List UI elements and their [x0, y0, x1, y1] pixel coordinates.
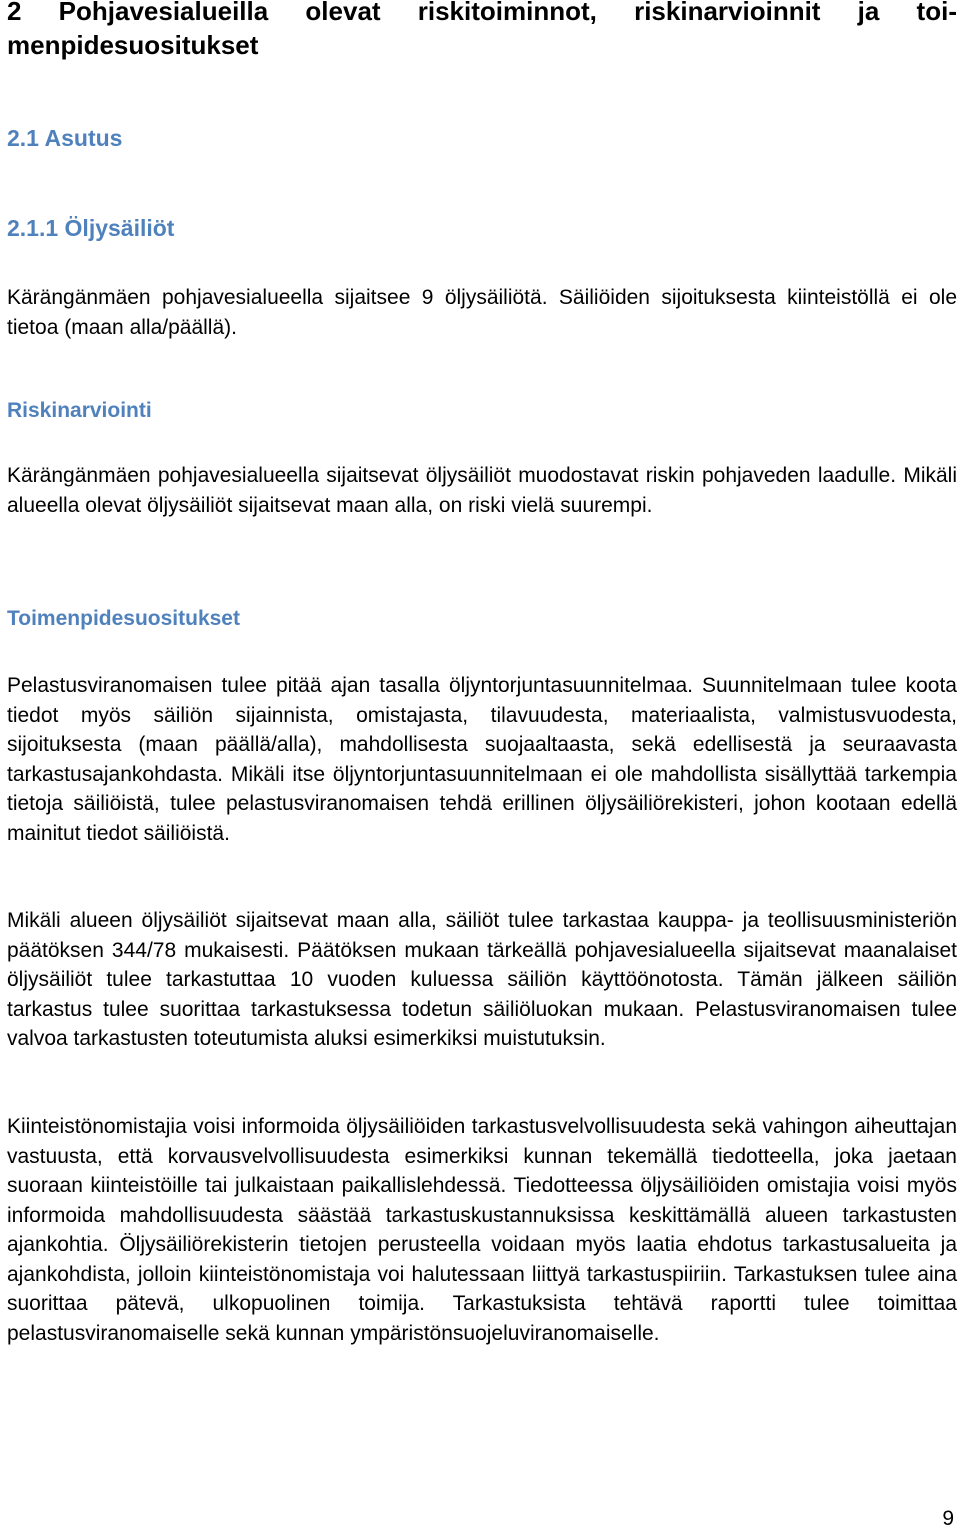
risk-assessment-heading: Riskinarviointi — [7, 399, 152, 422]
recommendations-paragraph-1: Pelastusviranomaisen tulee pitää ajan tasalla öljyntorjuntasuunnitelmaa. Suunnitelmaan tulee koota tiedot myös säiliön sijainnista, omistajasta, tilavuudesta, materiaalista, valmistusvuodesta, sijoituksesta (maan päällä/alla), mahdollisesta suojaaltaasta, sekä edellisestä ja seuraavasta tarkastusajankohdasta. Mikäli itse öljyntorjuntasuunnitelmaan ei ole mahdollista sisällyttää tarkempia tietoja säiliöistä, tulee pelastusviranomaisen tehdä erillinen öljysäiliörekisteri, johon kootaan edellä mainitut tiedot säiliöistä. — [7, 674, 957, 845]
section-heading: 2.1 Asutus — [7, 125, 123, 151]
recommendations-heading: Toimenpidesuositukset — [7, 607, 240, 630]
page-number: 9 — [942, 1507, 954, 1530]
chapter-heading: 2 Pohjavesialueilla olevat riskitoiminnot, riskinarvioinnit ja toimenpidesuositukset — [7, 0, 957, 60]
risk-assessment-paragraph: Kärängänmäen pohjavesialueella sijaitsevat öljysäiliöt muodostavat riskin pohjaveden laadulle. Mikäli alueella olevat öljysäiliöt sijaitsevat maan alla, on riski vielä suurempi. — [7, 464, 957, 517]
subsection-heading: 2.1.1 Öljysäiliöt — [7, 215, 175, 241]
intro-paragraph: Kärängänmäen pohjavesialueella sijaitsee 9 öljysäiliötä. Säiliöiden sijoituksesta kiinteistöllä ei ole tietoa (maan alla/päällä). — [7, 286, 957, 339]
recommendations-paragraph-2: Mikäli alueen öljysäiliöt sijaitsevat maan alla, säiliöt tulee tarkastaa kauppa- ja teollisuusministeriön päätöksen 344/78 mukaisesti. Päätöksen mukaan tärkeällä pohjavesialueella sijaitsevat maanalaiset öljysäiliöt tulee tarkastuttaa 10 vuoden kuluessa säiliön käyttöönotosta. Tämän jälkeen säiliön tarkastus tulee suorittaa tarkastuksessa todetun säiliöluokan mukaan. Pelastusviranomaisen tulee valvoa tarkastusten toteutumista aluksi esimerkiksi muistutuksin. — [7, 909, 957, 1050]
recommendations-paragraph-3: Kiinteistönomistajia voisi informoida öljysäiliöiden tarkastusvelvollisuudesta sekä vahingon aiheuttajan vastuusta, että korvausvelvollisuudesta esimerkiksi kunnan tekemällä tiedotteella, joka jaetaan suoraan kiinteistöille tai julkaistaan paikallislehdessä. Tiedotteessa öljysäiliöiden omistajia voisi myös informoida mahdollisuudesta säästää tarkastuskustannuksissa keskittämällä alueen tarkastusten ajankohtia. Öljysäiliörekisterin tietojen perusteella voidaan myös laatia ehdotus tarkastusalueita ja ajankohdista, jolloin kiinteistönomistaja voi halutessaan liittyä tarkastuspiiriin. Tarkastuksen tulee aina suorittaa pätevä, ulkopuolinen toimija. Tarkastuksista tehtävä raportti tulee toimittaa pelastusviranomaiselle sekä kunnan ympäristönsuojeluviranomaiselle. — [7, 1115, 957, 1345]
